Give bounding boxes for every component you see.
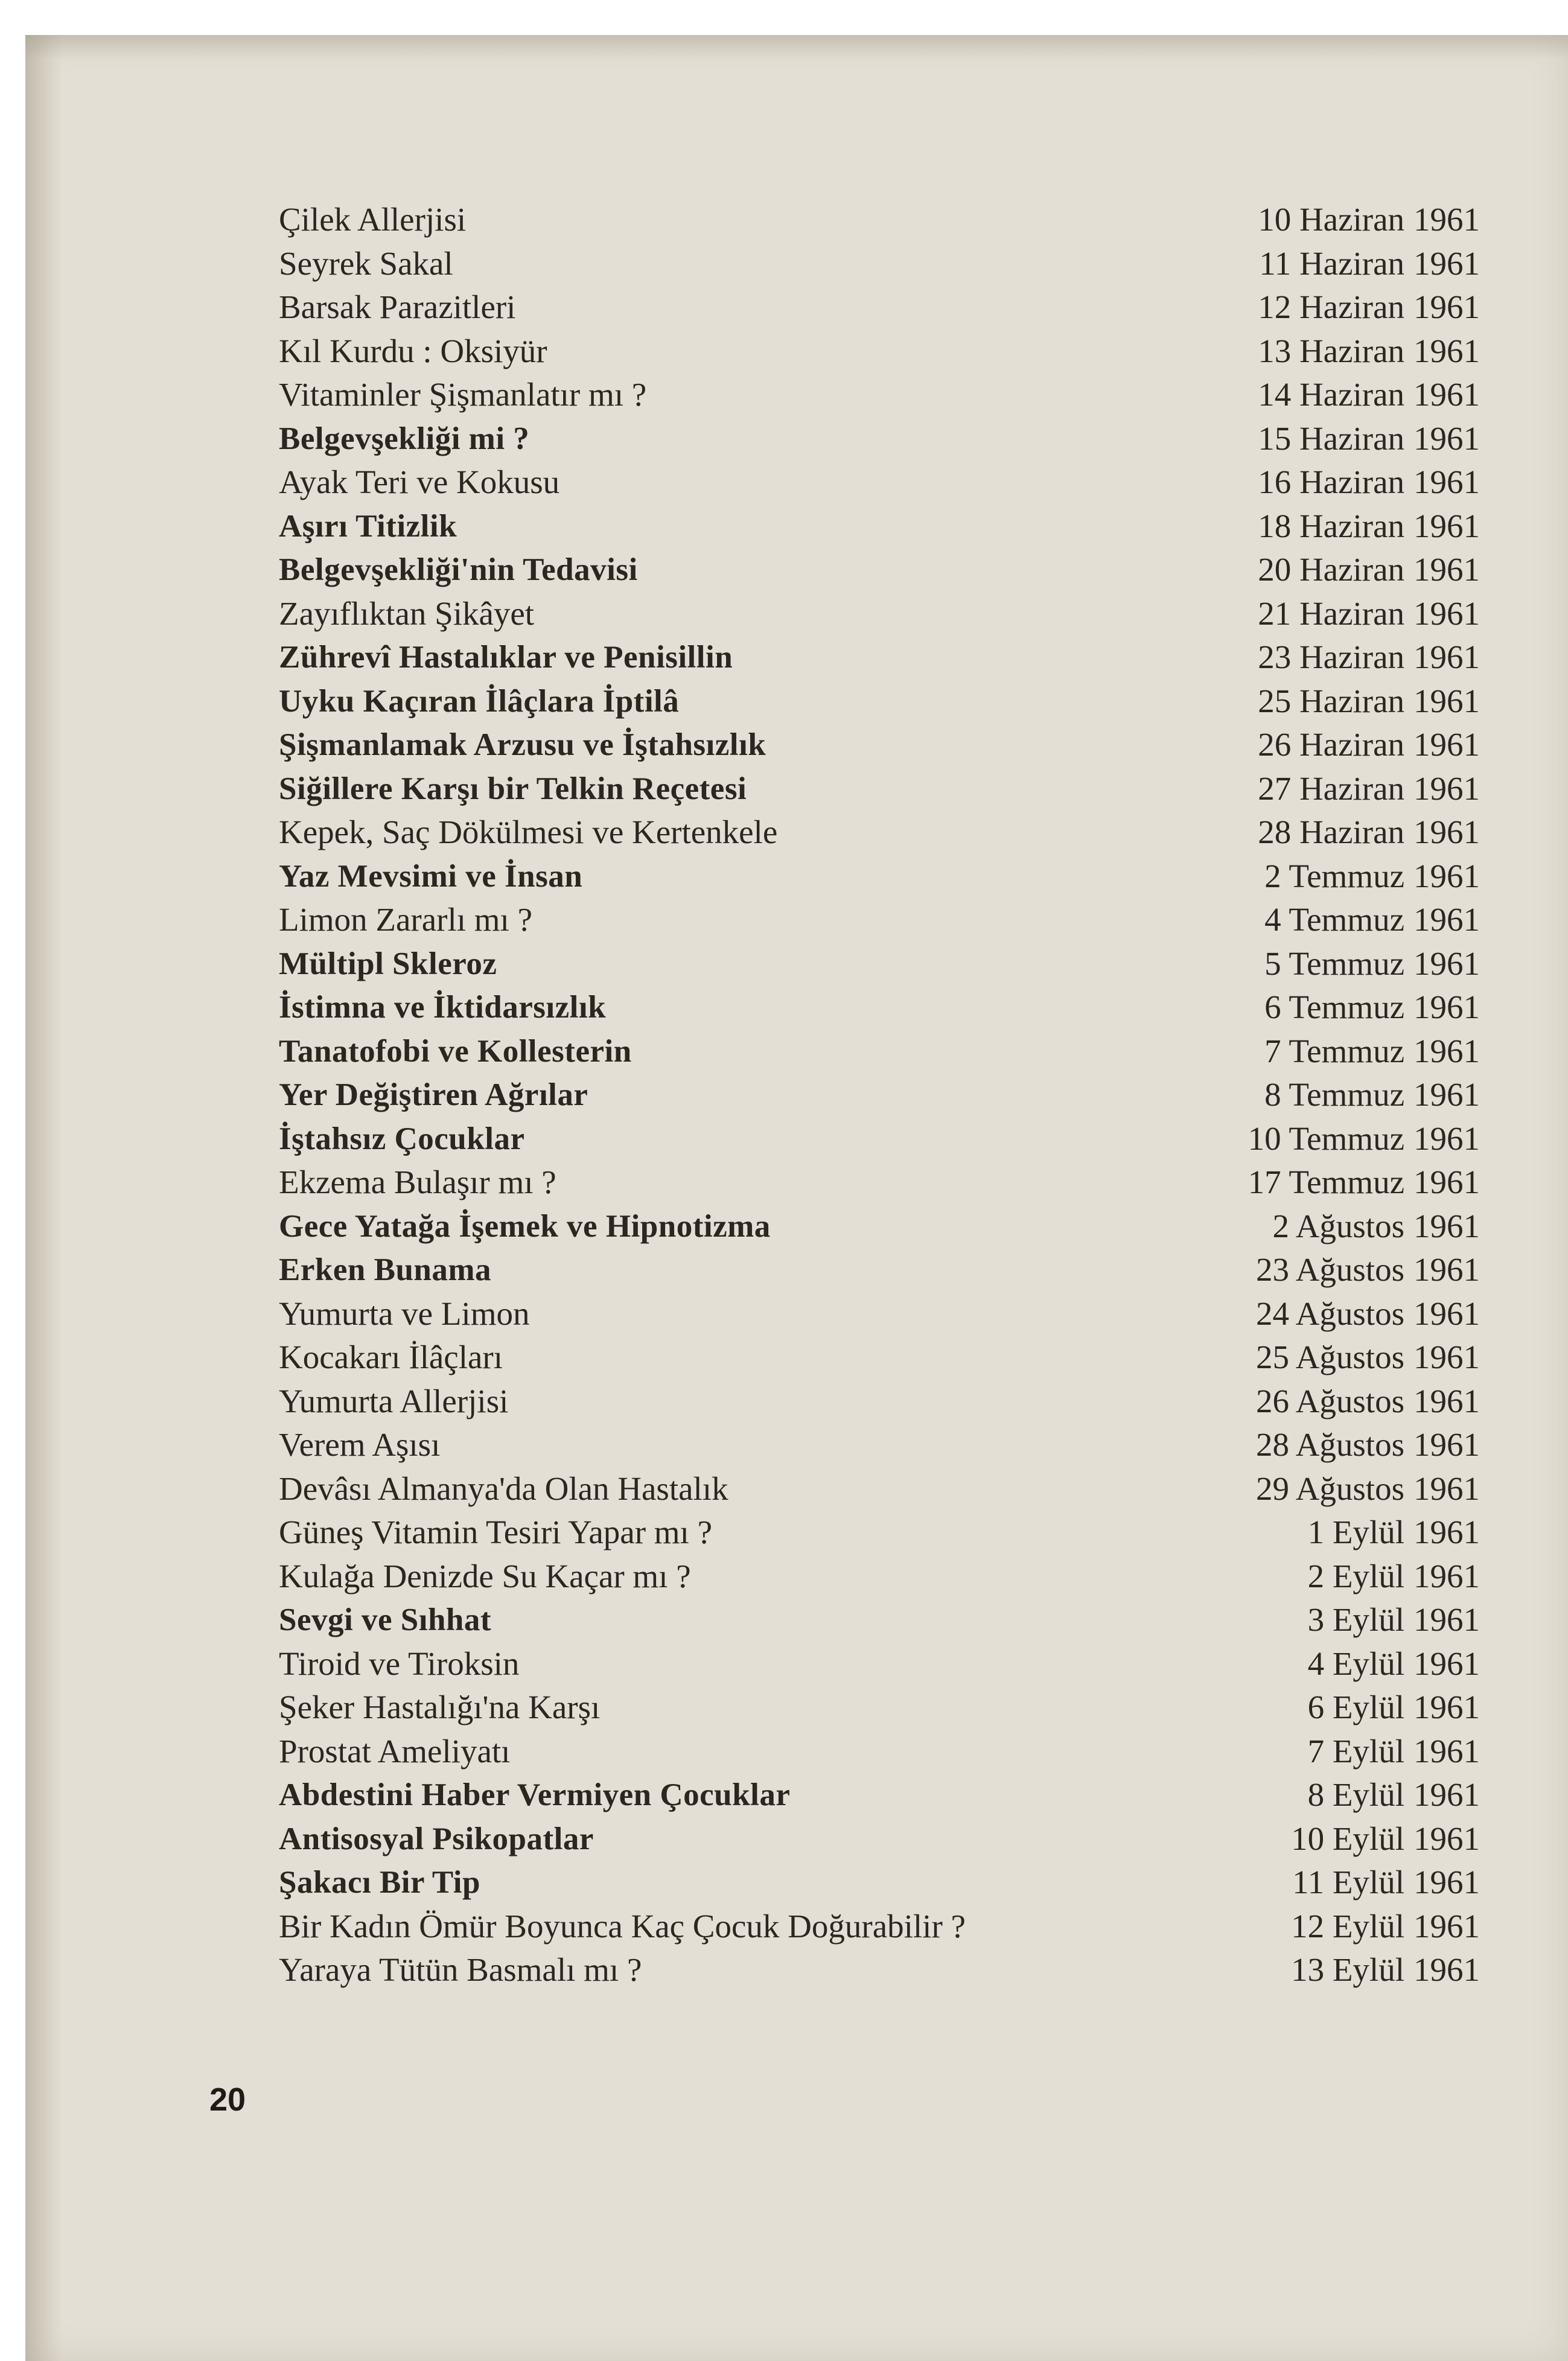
toc-entry-year: 1961	[1413, 595, 1480, 632]
toc-entry-date	[1308, 1642, 1480, 1686]
toc-entry	[279, 1423, 1480, 1467]
toc-entry	[279, 1642, 1480, 1686]
toc-entry-year: 1961	[1413, 770, 1480, 807]
toc-entry-day-month: 7 Eylül	[1307, 1733, 1404, 1770]
page-number: 20	[209, 2082, 246, 2118]
toc-entry-title: İştahsız Çocuklar	[279, 1121, 525, 1156]
toc-entry	[279, 1073, 1480, 1117]
toc-entry-title: Kocakarı İlâçları	[279, 1339, 503, 1375]
toc-entry-year: 1961	[1413, 1733, 1480, 1770]
toc-entry-date	[1308, 1773, 1480, 1817]
toc-entry-title: Barsak Parazitleri	[279, 288, 516, 325]
toc-entry-date	[1256, 1467, 1480, 1511]
toc-entry-year: 1961	[1413, 1076, 1480, 1113]
toc-entry-date	[1258, 680, 1480, 723]
toc-entry-date	[1258, 723, 1480, 766]
toc-entry-year: 1961	[1413, 1514, 1480, 1550]
toc-entry	[279, 680, 1480, 723]
toc-entry-day-month: 27 Haziran	[1258, 770, 1404, 807]
toc-entry-day-month: 28 Ağustos	[1255, 1426, 1404, 1463]
toc-entry-date	[1256, 1423, 1480, 1467]
toc-entry-title: Abdestini Haber Vermiyen Çocuklar	[279, 1777, 791, 1812]
toc-entry-day-month: 11 Haziran	[1259, 245, 1404, 282]
toc-entry-date	[1308, 1598, 1480, 1642]
toc-entry-title: Antisosyal Psikopatlar	[279, 1821, 594, 1856]
toc-entry-year: 1961	[1413, 814, 1480, 850]
toc-entry-date	[1308, 1730, 1480, 1773]
toc-entry	[279, 592, 1480, 636]
toc-entry-day-month: 26 Ağustos	[1255, 1383, 1404, 1419]
toc-entry	[279, 505, 1480, 548]
toc-entry-day-month: 14 Haziran	[1258, 376, 1404, 413]
toc-entry-day-month: 2 Eylül	[1307, 1558, 1404, 1595]
toc-entry-year: 1961	[1413, 1208, 1480, 1244]
toc-entry-title: Seyrek Sakal	[279, 245, 453, 282]
toc-entry	[279, 1686, 1480, 1729]
toc-entry-title: Vitaminler Şişmanlatır mı ?	[279, 376, 647, 413]
toc-entry-title: Çilek Allerjisi	[279, 201, 467, 238]
toc-entry	[279, 1205, 1480, 1248]
toc-entry-date	[1248, 1117, 1480, 1161]
toc-entry-date	[1258, 285, 1480, 329]
toc-entry-year: 1961	[1413, 508, 1480, 544]
toc-entry-day-month: 10 Haziran	[1258, 201, 1404, 238]
toc-entry-year: 1961	[1413, 1295, 1480, 1332]
toc-entry	[279, 330, 1480, 373]
toc-entry-title: Yumurta Allerjisi	[279, 1383, 509, 1419]
toc-entry-date	[1264, 986, 1480, 1029]
toc-entry-year: 1961	[1413, 420, 1480, 457]
toc-entry	[279, 1380, 1480, 1423]
toc-entry	[279, 1598, 1480, 1642]
toc-entry	[279, 1030, 1480, 1073]
toc-entry-date	[1258, 636, 1480, 679]
toc-entry-title: Şakacı Bir Tip	[279, 1865, 480, 1900]
toc-entry-date	[1258, 592, 1480, 636]
toc-entry	[279, 1905, 1480, 1948]
toc-entry-title: Bir Kadın Ömür Boyunca Kaç Çocuk Doğurabilir ?	[279, 1908, 966, 1945]
toc-entry-day-month: 28 Haziran	[1258, 814, 1404, 850]
toc-entry	[279, 636, 1480, 679]
toc-entry-day-month: 25 Haziran	[1258, 683, 1404, 719]
toc-entry-title: Yaraya Tütün Basmalı mı ?	[279, 1951, 642, 1988]
toc-entry	[279, 460, 1480, 504]
toc-entry-day-month: 26 Haziran	[1258, 726, 1404, 763]
toc-entry-title: Belgevşekliği mi ?	[279, 421, 530, 456]
toc-entry	[279, 1336, 1480, 1379]
toc-entry-title: Kulağa Denizde Su Kaçar mı ?	[279, 1558, 691, 1595]
toc-entry-day-month: 12 Eylül	[1291, 1908, 1404, 1945]
toc-entry-title: Prostat Ameliyatı	[279, 1733, 511, 1770]
toc-entry-day-month: 2 Temmuz	[1264, 858, 1404, 894]
toc-entry-title: Kıl Kurdu : Oksiyür	[279, 333, 547, 369]
toc-entry-date	[1291, 1948, 1480, 1992]
toc-entry-year: 1961	[1413, 1864, 1480, 1901]
toc-entry-day-month: 13 Haziran	[1258, 333, 1404, 369]
toc-entry-date	[1259, 242, 1480, 285]
toc-entry-title: Şeker Hastalığı'na Karşı	[279, 1689, 601, 1725]
toc-entry-title: Erken Bunama	[279, 1252, 492, 1287]
toc-entry-day-month: 24 Ağustos	[1255, 1295, 1404, 1332]
toc-entry	[279, 811, 1480, 854]
toc-entry	[279, 1948, 1480, 1992]
toc-entry	[279, 373, 1480, 416]
toc-entry-date	[1258, 505, 1480, 548]
toc-entry-title: Limon Zararlı mı ?	[279, 901, 532, 938]
toc-entry	[279, 855, 1480, 898]
toc-entry-year: 1961	[1413, 1558, 1480, 1595]
toc-entry-title: Mültipl Skleroz	[279, 946, 497, 981]
toc-entry-date	[1308, 1555, 1480, 1598]
toc-entry-title: Sevgi ve Sıhhat	[279, 1602, 492, 1637]
toc-entry-year: 1961	[1413, 1951, 1480, 1988]
toc-entry-year: 1961	[1413, 726, 1480, 763]
toc-entry-date	[1248, 1161, 1480, 1204]
toc-entry-date	[1264, 1073, 1480, 1117]
toc-entry	[279, 285, 1480, 329]
toc-entry-year: 1961	[1413, 464, 1480, 500]
toc-entry-date	[1291, 1817, 1480, 1861]
toc-entry-day-month: 23 Haziran	[1258, 639, 1404, 675]
table-of-contents	[25, 35, 1568, 2361]
toc-entry-year: 1961	[1413, 1820, 1480, 1857]
toc-entry-year: 1961	[1413, 1120, 1480, 1157]
toc-entry-title: Güneş Vitamin Tesiri Yapar mı ?	[279, 1514, 712, 1550]
toc-entry-year: 1961	[1413, 1251, 1480, 1288]
toc-entry-day-month: 25 Ağustos	[1255, 1339, 1404, 1375]
toc-entry-year: 1961	[1413, 288, 1480, 325]
toc-entry-date	[1258, 373, 1480, 416]
toc-entry-date	[1258, 548, 1480, 591]
toc-entry-date	[1258, 460, 1480, 504]
toc-entry-year: 1961	[1413, 1426, 1480, 1463]
toc-entry-date	[1258, 198, 1480, 241]
toc-entry	[279, 1773, 1480, 1817]
toc-entry-year: 1961	[1413, 201, 1480, 238]
toc-entry-title: Yer Değiştiren Ağrılar	[279, 1077, 588, 1112]
toc-entry	[279, 1467, 1480, 1511]
toc-entry-date	[1256, 1248, 1480, 1292]
toc-entry	[279, 723, 1480, 766]
toc-entry-title: Zührevî Hastalıklar ve Penisillin	[279, 640, 733, 675]
toc-entry-date	[1292, 1861, 1480, 1904]
toc-entry-day-month: 3 Eylül	[1307, 1601, 1404, 1638]
toc-entry	[279, 1555, 1480, 1598]
toc-entry-day-month: 4 Eylül	[1307, 1645, 1404, 1682]
toc-entry-year: 1961	[1413, 989, 1480, 1025]
toc-entry-title: Yumurta ve Limon	[279, 1295, 530, 1332]
toc-entry-date	[1258, 767, 1480, 811]
toc-entry-day-month: 29 Ağustos	[1255, 1470, 1404, 1507]
toc-entry-year: 1961	[1413, 1908, 1480, 1945]
toc-entry-day-month: 8 Temmuz	[1264, 1076, 1404, 1113]
toc-entry-year: 1961	[1413, 245, 1480, 282]
toc-entry-day-month: 12 Haziran	[1258, 288, 1404, 325]
toc-entry-day-month: 7 Temmuz	[1264, 1033, 1404, 1069]
toc-entry	[279, 242, 1480, 285]
toc-entry-day-month: 10 Temmuz	[1248, 1120, 1404, 1157]
toc-entry-year: 1961	[1413, 1033, 1480, 1069]
toc-entry-year: 1961	[1413, 901, 1480, 938]
toc-entry-day-month: 23 Ağustos	[1255, 1251, 1404, 1288]
toc-entry-year: 1961	[1413, 1776, 1480, 1813]
toc-entry	[279, 198, 1480, 241]
toc-entry-title: Uyku Kaçıran İlâçlara İptilâ	[279, 684, 680, 719]
toc-entry-title: Kepek, Saç Dökülmesi ve Kertenkele	[279, 814, 778, 850]
toc-entry	[279, 767, 1480, 811]
toc-entry-date	[1258, 417, 1480, 460]
toc-entry	[279, 1117, 1480, 1161]
toc-entry-day-month: 6 Eylül	[1307, 1689, 1404, 1725]
toc-entry-title: Aşırı Titizlik	[279, 509, 457, 544]
toc-entry-date	[1272, 1205, 1480, 1248]
toc-entry-day-month: 10 Eylül	[1291, 1820, 1404, 1857]
toc-entry-year: 1961	[1413, 1601, 1480, 1638]
toc-entry-date	[1256, 1336, 1480, 1379]
toc-entry-year: 1961	[1413, 333, 1480, 369]
toc-entry	[279, 1161, 1480, 1204]
toc-entry-date	[1308, 1511, 1480, 1554]
toc-entry-title: Gece Yatağa İşemek ve Hipnotizma	[279, 1209, 771, 1244]
toc-entry-title: Verem Aşısı	[279, 1426, 441, 1463]
toc-entry-year: 1961	[1413, 1383, 1480, 1419]
toc-entry	[279, 986, 1480, 1029]
toc-entry-title: Tiroid ve Tiroksin	[279, 1645, 520, 1682]
toc-entry-day-month: 17 Temmuz	[1248, 1164, 1404, 1200]
toc-entry-day-month: 16 Haziran	[1258, 464, 1404, 500]
toc-entry	[279, 1817, 1480, 1861]
toc-entry-day-month: 11 Eylül	[1292, 1864, 1404, 1901]
toc-entry-date	[1308, 1686, 1480, 1729]
toc-entry-year: 1961	[1413, 945, 1480, 982]
toc-entry-year: 1961	[1413, 551, 1480, 588]
toc-entry-title: İstimna ve İktidarsızlık	[279, 990, 607, 1025]
toc-entry-year: 1961	[1413, 1164, 1480, 1200]
toc-entry-title: Devâsı Almanya'da Olan Hastalık	[279, 1470, 728, 1507]
toc-entry-year: 1961	[1413, 1645, 1480, 1682]
toc-entry-day-month: 13 Eylül	[1291, 1951, 1404, 1988]
toc-entry-day-month: 15 Haziran	[1258, 420, 1404, 457]
toc-entry-date	[1291, 1905, 1480, 1948]
toc-entry-title: Zayıflıktan Şikâyet	[279, 595, 535, 632]
toc-entry	[279, 1292, 1480, 1336]
toc-entry	[279, 1248, 1480, 1292]
toc-entry	[279, 898, 1480, 942]
toc-entry-day-month: 6 Temmuz	[1264, 989, 1404, 1025]
toc-entry-date	[1264, 855, 1480, 898]
toc-entry-day-month: 8 Eylül	[1307, 1776, 1404, 1813]
toc-entry-title: Yaz Mevsimi ve İnsan	[279, 859, 583, 894]
toc-entry-day-month: 20 Haziran	[1258, 551, 1404, 588]
toc-entry	[279, 548, 1480, 591]
toc-entry-title: Ekzema Bulaşır mı ?	[279, 1164, 556, 1200]
toc-entry-date	[1264, 898, 1480, 942]
book-page	[25, 35, 1568, 2361]
toc-entry-year: 1961	[1413, 683, 1480, 719]
toc-entry	[279, 1730, 1480, 1773]
toc-entry	[279, 417, 1480, 460]
toc-entry-year: 1961	[1413, 376, 1480, 413]
toc-entry-date	[1264, 1030, 1480, 1073]
toc-entry-title: Tanatofobi ve Kollesterin	[279, 1034, 632, 1069]
toc-entry-title: Şişmanlamak Arzusu ve İştahsızlık	[279, 727, 766, 762]
toc-entry-day-month: 5 Temmuz	[1264, 945, 1404, 982]
toc-entry-date	[1264, 942, 1480, 986]
toc-entry-year: 1961	[1413, 1689, 1480, 1725]
toc-entry-day-month: 1 Eylül	[1307, 1514, 1404, 1550]
toc-entry-date	[1258, 811, 1480, 854]
toc-entry-day-month: 4 Temmuz	[1264, 901, 1404, 938]
toc-entry	[279, 942, 1480, 986]
toc-entry	[279, 1511, 1480, 1554]
toc-entry-year: 1961	[1413, 1339, 1480, 1375]
toc-entry-day-month: 2 Ağustos	[1272, 1208, 1404, 1244]
toc-entry-year: 1961	[1413, 639, 1480, 675]
toc-entry-title: Ayak Teri ve Kokusu	[279, 464, 560, 500]
toc-entry-date	[1258, 330, 1480, 373]
toc-entry-day-month: 21 Haziran	[1258, 595, 1404, 632]
toc-entry-date	[1256, 1380, 1480, 1423]
toc-entry	[279, 1861, 1480, 1904]
toc-entry-year: 1961	[1413, 858, 1480, 894]
toc-entry-date	[1256, 1292, 1480, 1336]
toc-entry-title: Belgevşekliği'nin Tedavisi	[279, 552, 638, 587]
toc-entry-day-month: 18 Haziran	[1258, 508, 1404, 544]
toc-entry-title: Siğillere Karşı bir Telkin Reçetesi	[279, 771, 747, 806]
toc-entry-year: 1961	[1413, 1470, 1480, 1507]
